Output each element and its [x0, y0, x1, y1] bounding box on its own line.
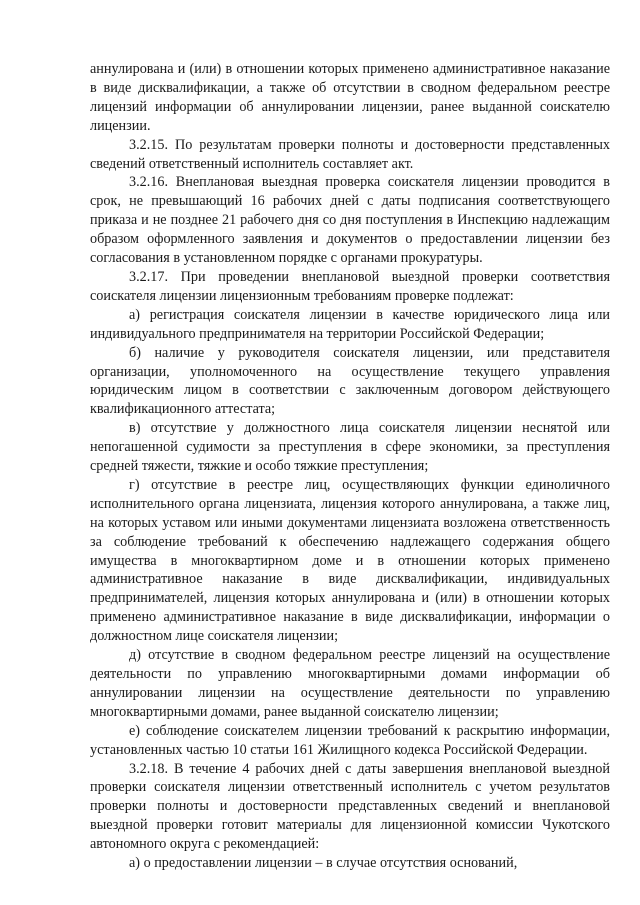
paragraph-item-a: а) регистрация соискателя лицензии в качестве юридического лица или индивидуального предпринимателя на территории Российской Федерации;: [90, 306, 610, 342]
paragraph-item-g: г) отсутствие в реестре лиц, осуществляющих функции единоличного исполнительного органа лицензиата, лицензия которого аннулирована, а также лиц, на которых уставом или иными документами лицензиата возложена ответственность за соблюдение требований к обеспечению надлежащего содержания общего имущества в многоквартирном доме и в отношении которых применено административное наказание в виде дисквалификации, индивидуальных предпринимателей, лицензия которых аннулирована и (или) в отношении которых применено административное наказание в виде дисквалификации, информации о должностном лице соискателя лицензии;: [90, 476, 610, 645]
paragraph-3-2-15: 3.2.15. По результатам проверки полноты и достоверности представленных сведений ответственный исполнитель составляет акт.: [90, 136, 610, 172]
paragraph-3-2-17: 3.2.17. При проведении внеплановой выездной проверки соответствия соискателя лицензии лицензионным требованиям проверке подлежат:: [90, 268, 610, 304]
paragraph-continuation: аннулирована и (или) в отношении которых применено административное наказание в виде дисквалификации, а также об отсутствии в сводном федеральном реестре лицензий информации об аннулировании лицензии, ранее выданной соискателю лицензии.: [90, 61, 610, 134]
paragraph-3-2-16: 3.2.16. Внеплановая выездная проверка соискателя лицензии проводится в срок, не превышающий 16 рабочих дней с даты подписания соответствующего приказа и не позднее 21 рабочего дня со дня поступления в Инспекцию надлежащим образом оформленного заявления и документов о предоставлении лицензии без согласования в установленном порядке с органами прокуратуры.: [90, 174, 610, 267]
paragraph-3-2-18-item-a: а) о предоставлении лицензии – в случае отсутствия оснований,: [129, 855, 518, 872]
paragraph-item-v: в) отсутствие у должностного лица соискателя лицензии неснятой или непогашенной судимости за преступления в сфере экономики, за преступления средней тяжести, тяжкие и особо тяжкие преступления;: [90, 420, 610, 475]
paragraph-item-b: б) наличие у руководителя соискателя лицензии, или представителя организации, уполномоченного на осуществление текущего управления юридическим лицом в соответствии с заключенным договором действующего квалификационного аттестата;: [90, 344, 610, 418]
paragraph-item-d: д) отсутствие в сводном федеральном реестре лицензий на осуществление деятельности по управлению многоквартирными домами информации об аннулировании лицензии на осуществление деятельности по управлению многоквартирными домами, ранее выданной соискателю лицензии;: [90, 647, 610, 720]
paragraph-item-e: е) соблюдение соискателем лицензии требований к раскрытию информации, установленных частью 10 статьи 161 Жилищного кодекса Российской Федерации.: [90, 722, 610, 758]
document-body: [90, 60, 610, 873]
paragraph-3-2-18: 3.2.18. В течение 4 рабочих дней с даты завершения внеплановой выездной проверки соискателя лицензии ответственный исполнитель с учетом результатов проверки полноты и достоверности представленных сведений и внеплановой выездной проверки готовит материалы для лицензионной комиссии Чукотского автономного округа с рекомендацией:: [90, 760, 610, 853]
